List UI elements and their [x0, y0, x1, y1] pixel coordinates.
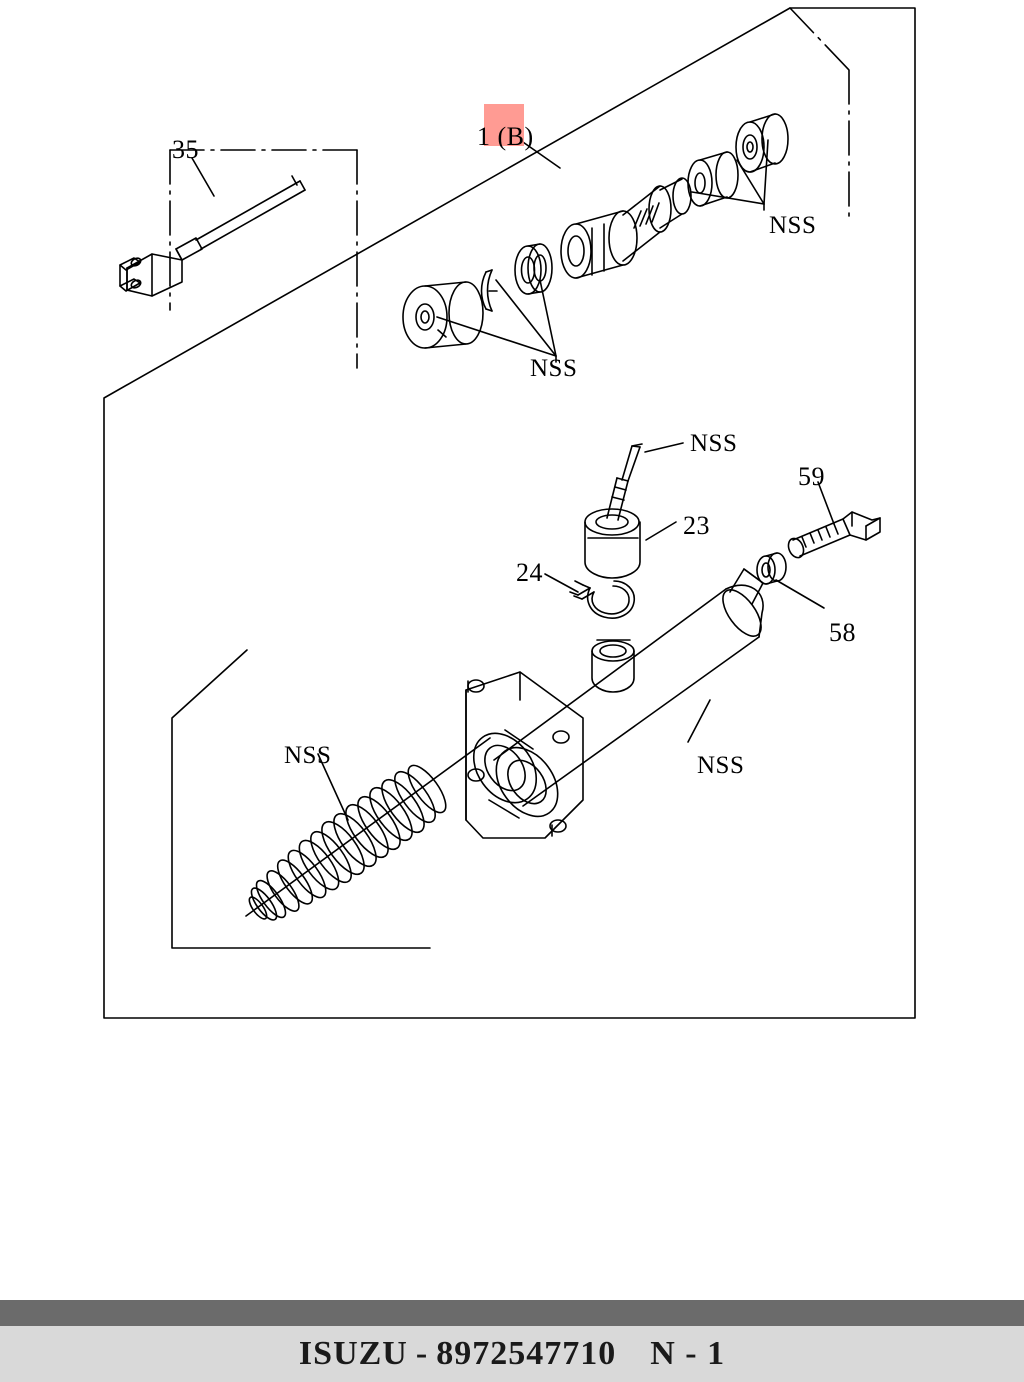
footer-bar	[0, 1300, 1024, 1382]
page-code: N - 1	[650, 1335, 726, 1372]
callout-23: 23	[683, 511, 710, 540]
brand-separator: -	[415, 1335, 429, 1372]
callout-59: 59	[798, 462, 825, 491]
callout-nss-bleeder: NSS	[690, 430, 738, 457]
callout-24: 24	[516, 558, 543, 587]
callout-nss-boot: NSS	[284, 742, 332, 769]
footer-top-stripe	[0, 1300, 1024, 1326]
brand-label: ISUZU	[298, 1335, 408, 1372]
footer-caption	[0, 1326, 1024, 1382]
callout-58: 58	[829, 618, 856, 647]
callout-nss-cylinder: NSS	[697, 752, 745, 779]
callout-35: 35	[172, 135, 199, 164]
callout-nss-top-center: NSS	[530, 355, 578, 382]
callout-1b: 1 (B)	[477, 122, 534, 151]
callout-nss-top-right: NSS	[769, 212, 817, 239]
part-number: 8972547710	[436, 1335, 617, 1372]
footer-text-group	[299, 1335, 725, 1373]
